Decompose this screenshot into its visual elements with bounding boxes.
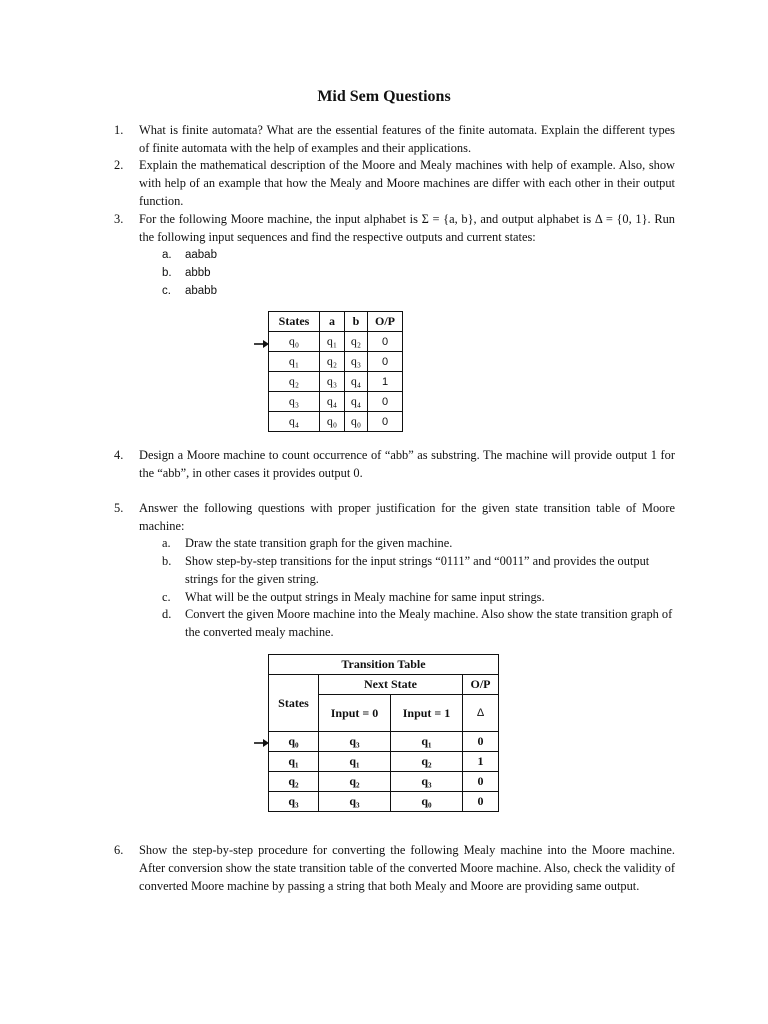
table-cell: q₁	[391, 732, 463, 752]
table1-header-op: O/P	[368, 312, 403, 332]
table-cell: q₃	[269, 792, 319, 812]
table-cell: q₁	[269, 752, 319, 772]
table-row	[269, 412, 403, 432]
q5-sub-a-marker: a.	[162, 536, 171, 550]
table-cell: q₀	[391, 792, 463, 812]
table-row	[269, 752, 499, 772]
table-row	[269, 352, 403, 372]
q3-sub-a-text: aabab	[185, 249, 217, 261]
table-cell: q₄	[345, 392, 368, 412]
table-cell: 0	[368, 332, 403, 352]
table1-header-a: a	[320, 312, 345, 332]
table-cell: q₃	[320, 372, 345, 392]
q5-sub-c-marker: c.	[162, 590, 171, 604]
table-cell: q₂	[391, 752, 463, 772]
q3-sub-b-marker: b.	[162, 267, 172, 279]
question-6-number: 6.	[114, 843, 124, 857]
table2-caption: Transition Table	[269, 655, 499, 675]
table-cell: q₄	[320, 392, 345, 412]
table-cell: q₄	[345, 372, 368, 392]
question-6-text: Show the step-by-step procedure for converting the following Mealy machine into the Moore machine. After conversion show the state transition table of the converted Moore machine. Also, check the validity of converted Moore machine by passing a string that both Mealy and Moore are providing same output.	[139, 843, 675, 893]
table-row	[269, 792, 499, 812]
table2-header-input-0: Input = 0	[319, 695, 391, 732]
q3-sub-b-text: abbb	[185, 267, 211, 279]
moore-transition-table-1	[268, 311, 403, 432]
table-cell: q₀	[269, 732, 319, 752]
question-5-number: 5.	[114, 501, 124, 515]
q3-sub-a-marker: a.	[162, 249, 172, 261]
table-cell: q₃	[319, 732, 391, 752]
q5-sub-b-marker: b.	[162, 554, 172, 568]
q5-sub-d-text: Convert the given Moore machine into the Mealy machine. Also show the state transition graph of the converted mealy machine.	[185, 607, 673, 639]
q3-sub-c-text: ababb	[185, 285, 217, 297]
table-cell: 0	[463, 772, 499, 792]
table-row	[269, 772, 499, 792]
table1-header-b: b	[345, 312, 368, 332]
question-2-text: Explain the mathematical description of the Moore and Mealy machines with help of example. Also, show with help of an example that how the Mealy and Moore machines are differ with each other in their output function.	[139, 158, 675, 208]
table-cell: 1	[368, 372, 403, 392]
table-cell: q₂	[319, 772, 391, 792]
q5-sub-c-text: What will be the output strings in Mealy machine for same input strings.	[185, 590, 545, 604]
table-row	[269, 332, 403, 352]
table-cell: q₃	[269, 392, 320, 412]
table-cell: 1	[463, 752, 499, 772]
table-cell: q₂	[345, 332, 368, 352]
table-cell: 0	[463, 792, 499, 812]
table2-header-input-1: Input = 1	[391, 695, 463, 732]
table-cell: q₁	[319, 752, 391, 772]
table2-header-delta: Δ	[463, 695, 499, 732]
table-cell: q₃	[345, 352, 368, 372]
question-4-number: 4.	[114, 448, 124, 462]
moore-transition-table-2	[268, 654, 499, 812]
table-cell: q₃	[391, 772, 463, 792]
q5-sub-d-marker: d.	[162, 607, 172, 621]
q5-sub-b-text: Show step-by-step transitions for the input strings “0111” and “0011” and provides the output strings for the given string.	[185, 554, 650, 586]
table-cell: 0	[463, 732, 499, 752]
q3-sub-c-marker: c.	[162, 285, 171, 297]
table-cell: 0	[368, 352, 403, 372]
question-1-number: 1.	[114, 123, 124, 137]
question-3-text: For the following Moore machine, the input alphabet is Σ = {a, b}, and output alphabet is Δ = {0, 1}. Run the following input sequences and find the respective outputs and current states:	[139, 212, 675, 244]
table-cell: q₂	[269, 772, 319, 792]
table1-header-states: States	[269, 312, 320, 332]
table-row	[269, 392, 403, 412]
table-cell: q₀	[320, 412, 345, 432]
table2-header-states: States	[269, 675, 319, 732]
table-cell: q₀	[345, 412, 368, 432]
table-cell: q₁	[320, 332, 345, 352]
question-3-number: 3.	[114, 212, 124, 226]
table-row	[269, 732, 499, 752]
table2-header-next-state: Next State	[319, 675, 463, 695]
q5-sub-a-text: Draw the state transition graph for the given machine.	[185, 536, 453, 550]
table-cell: 0	[368, 392, 403, 412]
table2-header-op: O/P	[463, 675, 499, 695]
table-cell: q₂	[320, 352, 345, 372]
question-2-number: 2.	[114, 158, 124, 172]
page-title: Mid Sem Questions	[317, 88, 451, 105]
question-4-text: Design a Moore machine to count occurrence of “abb” as substring. The machine will provide output 1 for the “abb”, in other cases it provides output 0.	[139, 448, 675, 480]
table-cell: q₄	[269, 412, 320, 432]
question-5-text: Answer the following questions with proper justification for the given state transition table of Moore machine:	[139, 501, 675, 533]
table-cell: q₂	[269, 372, 320, 392]
question-1-text: What is finite automata? What are the essential features of the finite automata. Explain the different types of finite automata with the help of examples and their applications.	[139, 123, 675, 155]
table-cell: q₀	[269, 332, 320, 352]
table-cell: q₁	[269, 352, 320, 372]
table-cell: 0	[368, 412, 403, 432]
table-cell: q₃	[319, 792, 391, 812]
table-row	[269, 372, 403, 392]
